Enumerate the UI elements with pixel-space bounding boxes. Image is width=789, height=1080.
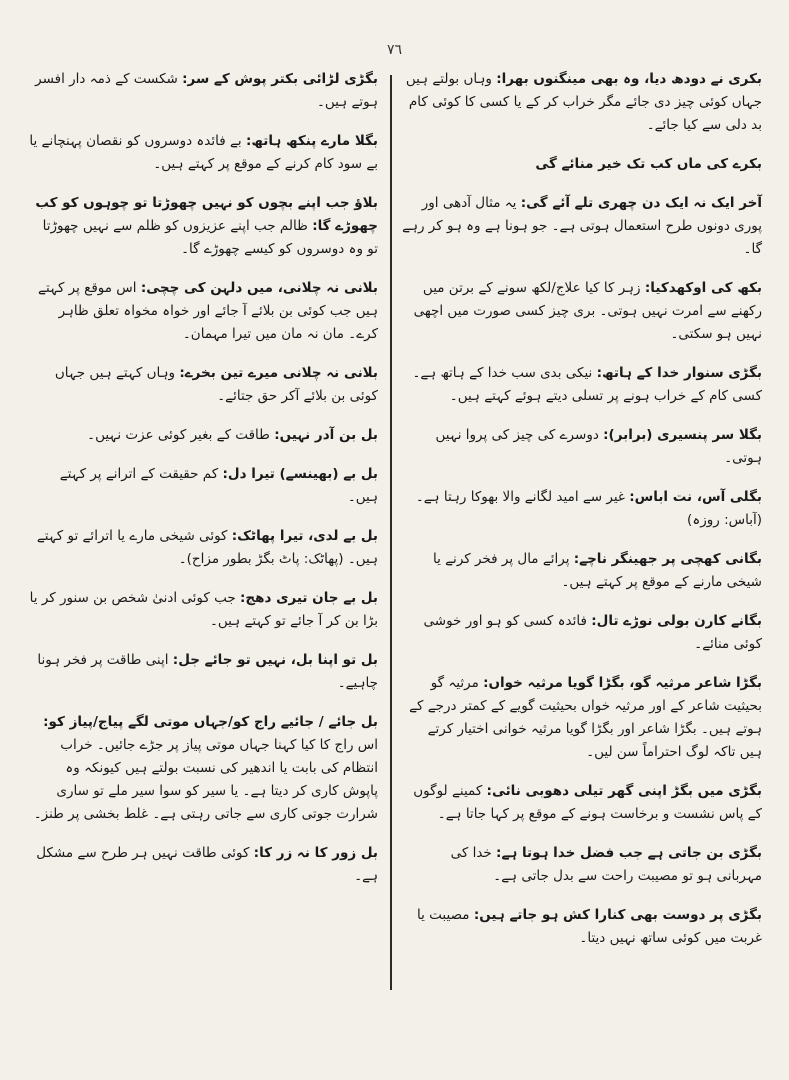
proverb-meaning: وہاں کہتے ہیں جہاں کوئی بن بلائے آکر حق جتائے۔ <box>54 365 378 404</box>
left-column <box>28 68 378 1000</box>
proverb-meaning: یہ مثال آدھی اور پوری دونوں طرح استعمال ہوتی ہے۔ جو ہونا ہے وہ ہو کر رہے گا۔ <box>402 195 762 257</box>
proverb-entry <box>402 424 762 470</box>
proverb-entry <box>28 587 378 633</box>
proverb-meaning: مصیبت یا غربت میں کوئی ساتھ نہیں دیتا۔ <box>417 907 762 946</box>
right-column <box>402 68 762 1000</box>
proverb-meaning: اس موقع پر کہتے ہیں جب کوئی بن بلائے آ جائے اور خواہ مخواہ تعلق ظاہر کرے۔ مان نہ مان میں تیرا مہمان۔ <box>38 280 378 342</box>
proverb-entry <box>28 68 378 114</box>
proverb-meaning: زہر کا کیا علاج/لکھ سونے کے برتن میں رکھنے سے امرت نہیں ہوتی۔ بری چیز کسی صورت میں اچھی نہیں ہو سکتی۔ <box>413 280 762 342</box>
proverb-entry <box>402 153 762 176</box>
proverb-meaning: ظالم جب اپنے عزیزوں کو ظلم سے نہیں چھوڑتا تو وہ دوسروں کو کیسے چھوڑے گا۔ <box>42 218 378 257</box>
proverb-entry <box>402 610 762 656</box>
proverb-entry <box>28 649 378 695</box>
proverb-entry <box>402 486 762 532</box>
proverb-meaning: کمینے لوگوں کے پاس نشست و برخاست ہونے کے موقع پر کہا جاتا ہے۔ <box>413 783 762 822</box>
proverb-headword: بکرے کی ماں کب تک خیر منائے گی <box>535 156 762 172</box>
proverb-headword: بل بن آدر نہیں: <box>274 427 378 443</box>
proverb-entry <box>402 842 762 888</box>
proverb-entry <box>402 780 762 826</box>
proverb-meaning: فائدہ کسی کو ہو اور خوشی کوئی منائے۔ <box>423 613 762 652</box>
proverb-entry <box>402 672 762 764</box>
proverb-headword: بلانی نہ چلانی میرے تین بخرے: <box>179 365 378 381</box>
proverb-meaning: بے فائدہ دوسروں کو نقصان پہنچانے یا بے سود کام کرنے کے موقع پر کہتے ہیں۔ <box>29 133 378 172</box>
proverb-headword: بگڑی لڑائی بکتر پوش کے سر: <box>182 71 378 87</box>
proverb-meaning: دوسرے کی چیز کی پروا نہیں ہوتی۔ <box>435 427 762 466</box>
proverb-meaning: شکست کے ذمہ دار افسر ہوتے ہیں۔ <box>35 71 378 110</box>
proverb-headword: بکری نے دودھ دیا، وہ بھی مینگنوں بھرا: <box>496 71 762 87</box>
proverb-entry <box>402 362 762 408</box>
proverb-entry <box>28 463 378 509</box>
proverb-headword: بگانے کارن بولی نوڑے تال: <box>591 613 762 629</box>
proverb-entry <box>28 424 378 447</box>
proverb-headword: بل بے (بھینسے) تیرا دل: <box>222 466 378 482</box>
proverb-headword: آخر ایک نہ ایک دن چھری تلے آئے گی: <box>520 195 762 211</box>
proverb-headword: بل جائے / جائیے راج کو/جہاں موتی لگے پیاج/پیاز کو: <box>43 714 378 730</box>
proverb-headword: بگلی آس، نت اباس: <box>629 489 762 505</box>
proverb-meaning: مرثیہ گو بحیثیت شاعر کے اور مرثیہ خواں بحیثیت گویے کے کمتر درجے کے ہوتے ہیں۔ بگڑا شاعر اور بگڑا گویا مرثیہ خوانی اختیار کرتے ہیں تاکہ لوگ احتراماً سن لیں۔ <box>409 675 762 760</box>
proverb-headword: بگڑی سنوار خدا کے ہاتھ: <box>596 365 762 381</box>
proverb-entry <box>28 525 378 571</box>
proverb-headword: بل بے جان تیری دھج: <box>240 590 378 606</box>
proverb-entry <box>28 277 378 346</box>
proverb-headword: بل زور کا نہ زر کا: <box>253 845 378 861</box>
proverb-meaning: غیر سے امید لگانے والا بھوکا رہتا ہے۔ (آباس: روزہ) <box>415 489 762 528</box>
proverb-headword: بلانی نہ چلانی، میں دلہن کی چچی: <box>140 280 378 296</box>
proverb-entry <box>402 192 762 261</box>
column-divider <box>390 75 392 990</box>
proverb-meaning: خدا کی مہربانی ہو تو مصیبت راحت سے بدل جاتی ہے۔ <box>450 845 762 884</box>
proverb-headword: بگانی کھچی پر جھینگر ناچے: <box>573 551 762 567</box>
proverb-meaning: طاقت کے بغیر کوئی عزت نہیں۔ <box>87 427 270 443</box>
proverb-entry <box>402 68 762 137</box>
proverb-entry <box>402 548 762 594</box>
proverb-meaning: کوئی شیخی مارے یا اترائے تو کہتے ہیں۔ (پھاٹک: پاٹ بگڑ بطور مزاح)۔ <box>36 528 378 567</box>
proverb-headword: بل بے لدی، تیرا پھاٹک: <box>231 528 378 544</box>
proverb-headword: بگڑی بن جاتی ہے جب فضل خدا ہوتا ہے: <box>496 845 762 861</box>
proverb-headword: بگلا سر پنسیری (برابر): <box>603 427 762 443</box>
proverb-entry <box>402 277 762 346</box>
proverb-headword: بل تو اپنا بل، نہیں تو جائے جل: <box>172 652 378 668</box>
proverb-meaning: اس راج کا کیا کہنا جہاں موتی پیاز پر جڑے جائیں۔ خراب انتظام کی بابت یا اندھیر کی نسبت بولتے ہیں کیونکہ وہ پاپوش کاری کر دیتا ہے۔ یا سیر کو سوا سیر ملے تو ساری شرارت جوتی کاری سے جاتی رہتی ہے۔ غلط بخشی پر طنز۔ <box>33 737 378 822</box>
proverb-headword: بکھ کی اوکھدکیا: <box>644 280 762 296</box>
proverb-meaning: اپنی طاقت پر فخر ہونا چاہیے۔ <box>37 652 378 691</box>
proverb-meaning: وہاں بولتے ہیں جہاں کوئی چیز دی جائے مگر خراب کر کے یا کسی کا کوئی کام بد دلی سے کیا جائے۔ <box>405 71 762 133</box>
page-number: ٧٦ <box>386 42 403 58</box>
proverb-entry <box>28 711 378 826</box>
proverb-meaning: جب کوئی ادنیٰ شخص بن سنور کر یا بڑا بن کر آ جائے تو کہتے ہیں۔ <box>29 590 378 629</box>
proverb-entry <box>28 192 378 261</box>
proverb-entry <box>28 362 378 408</box>
proverb-meaning: کم حقیقت کے اترانے پر کہتے ہیں۔ <box>59 466 378 505</box>
proverb-meaning: پرائے مال پر فخر کرنے یا شیخی مارنے کے موقع پر کہتے ہیں۔ <box>432 551 762 590</box>
proverb-meaning: کوئی طاقت نہیں ہر طرح سے مشکل ہے۔ <box>36 845 378 884</box>
proverb-entry <box>28 842 378 888</box>
proverb-headword: بگلا مارے پنکھ ہاتھ: <box>245 133 378 149</box>
proverb-entry <box>28 130 378 176</box>
proverb-headword: بگڑا شاعر مرثیہ گو، بگڑا گویا مرثیہ خواں: <box>483 675 762 691</box>
proverb-headword: بلاؤ جب اپنے بچوں کو نہیں چھوڑتا تو چوہوں کو کب چھوڑے گا: <box>35 195 378 234</box>
proverb-headword: بگڑی میں بگڑ اپنی گھر تیلی دھوبی نائی: <box>486 783 762 799</box>
proverb-headword: بگڑی پر دوست بھی کنارا کش ہو جاتے ہیں: <box>473 907 762 923</box>
proverb-entry <box>402 904 762 950</box>
proverb-meaning: نیکی بدی سب خدا کے ہاتھ ہے۔ کسی کام کے خراب ہونے پر تسلی دیتے ہوئے کہتے ہیں۔ <box>412 365 762 404</box>
